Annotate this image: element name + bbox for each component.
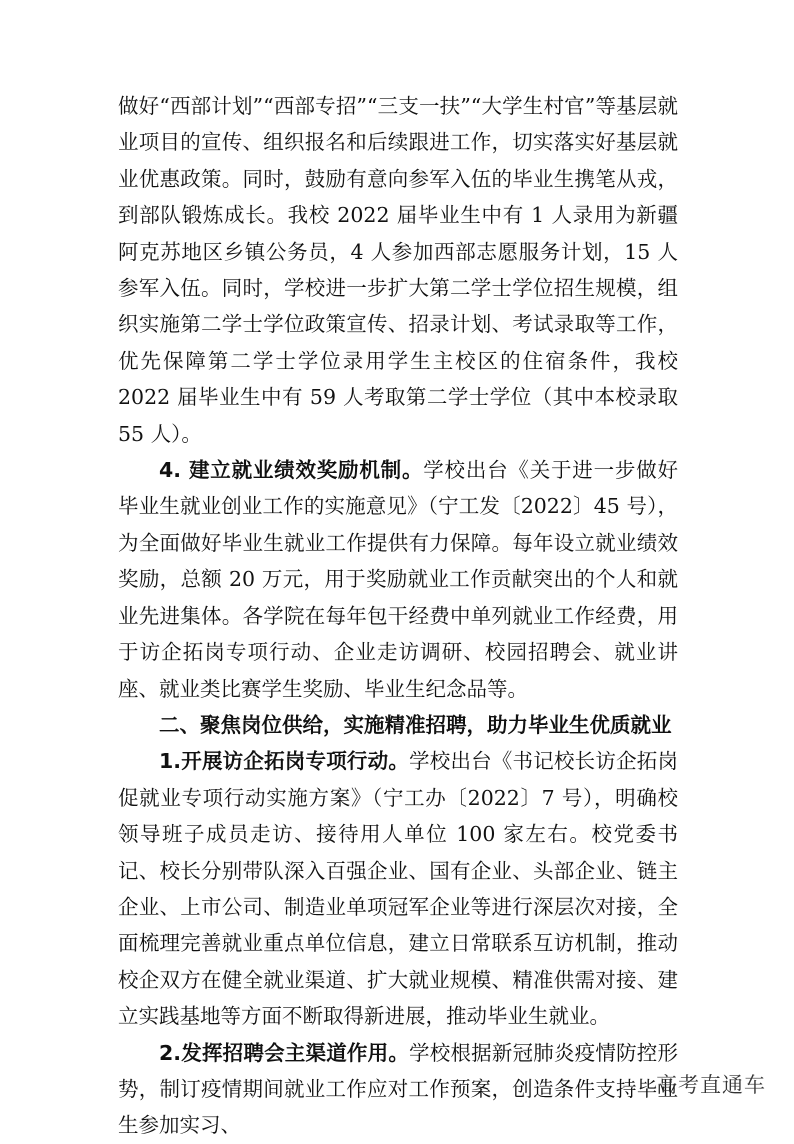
paragraph-lead: 1.开展访企拓岗专项行动。 (159, 749, 410, 774)
paragraph-lead: 4. 建立就业绩效奖励机制。 (159, 458, 424, 483)
paragraph-lead: 2.发挥招聘会主渠道作用。 (159, 1040, 410, 1065)
paragraph-reward-mechanism (118, 452, 678, 707)
paragraph-text: 学校根据新冠肺炎疫情防控形势，制订疫情期间就业工作应对工作预案，创造条件支持毕业生参加实习、 (118, 1040, 678, 1138)
paragraph-job-fairs (118, 1035, 678, 1144)
paragraph-text: 学校出台《关于进一步做好毕业生就业创业工作的实施意见》（宁工发〔2022〕45 号），为全面做好毕业生就业工作提供有力保障。每年设立就业绩效奖励，总额 20 万元，用于奖励就业工作贡献突出的个人和就业先进集体。各学院在每年包干经费中单列就业工作经费，用于访企拓岗专项行动、企业走访调研、校园招聘会、就业讲座、就业类比赛学生奖励、毕业生纪念品等。 (118, 458, 678, 701)
section-heading: 二、聚焦岗位供给，实施精准招聘，助力毕业生优质就业 (159, 712, 672, 737)
document-body (118, 88, 678, 1144)
paragraph-text: 做好“西部计划”“西部专招”“三支一扶”“大学生村官”等基层就业项目的宣传、组织报名和后续跟进工作，切实落实好基层就业优惠政策。同时，鼓励有意向参军入伍的毕业生携笔从戎，到部队锻炼成长。我校 2022 届毕业生中有 1 人录用为新疆阿克苏地区乡镇公务员，4 人参加西部志愿服务计划，15 人参军入伍。同时，学校进一步扩大第二学士学位招生规模，组织实施第二学士学位政策宣传、招录计划、考试录取等工作，优先保障第二学士学位录用学生主校区的住宿条件，我校 2022 届毕业生中有 59 人考取第二学士学位（其中本校录取 55 人）。 (118, 94, 678, 446)
watermark-logo: 高考直通车 (656, 1073, 766, 1097)
paragraph-visit-enterprises (118, 743, 678, 1034)
paragraph-text: 学校出台《书记校长访企拓岗促就业专项行动实施方案》（宁工办〔2022〕7 号），明确校领导班子成员走访、接待用人单位 100 家左右。校党委书记、校长分别带队深入百强企业、国有企业、头部企业、链主企业、上市公司、制造业单项冠军企业等进行深层次对接，全面梳理完善就业重点单位信息，建立日常联系互访机制，推动校企双方在健全就业渠道、扩大就业规模、精准供需对接、建立实践基地等方面不断取得新进展，推动毕业生就业。 (118, 749, 678, 1029)
paragraph-grassroots (118, 88, 678, 452)
